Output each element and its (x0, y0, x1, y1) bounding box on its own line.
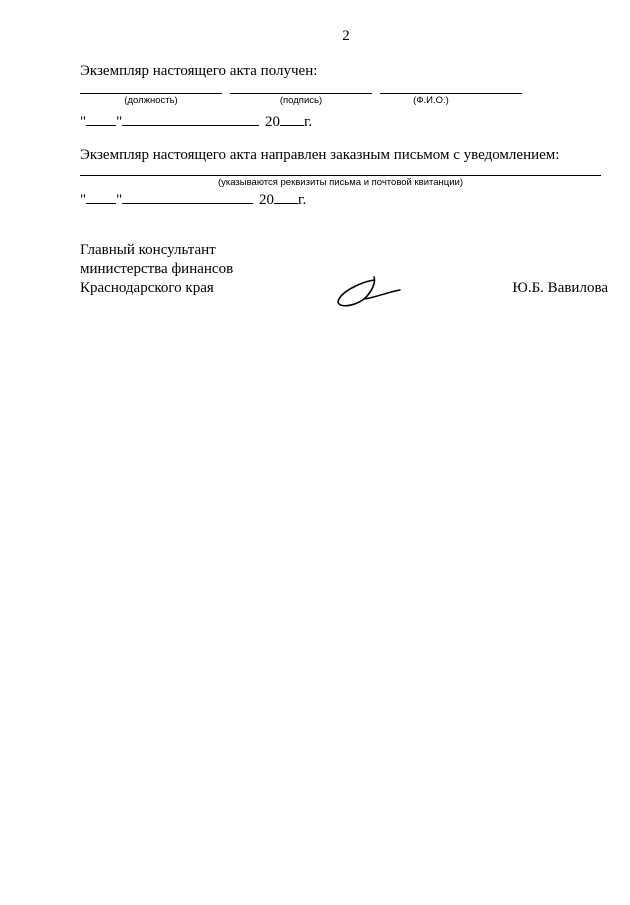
signature-line (230, 93, 372, 94)
letter-details-label: (указываются реквизиты письма и почтовой квитанции) (217, 177, 464, 188)
month-blank (122, 189, 253, 204)
sent-heading: Экземпляр настоящего акта направлен заказным письмом с уведомлением: (80, 147, 560, 163)
date-quote-open: " (80, 114, 87, 130)
sent-date-row (80, 189, 306, 209)
year-suffix: г. (304, 114, 313, 130)
year-blank (274, 189, 298, 204)
page-number: 2 (342, 28, 350, 44)
date-quote-close: " (116, 192, 123, 208)
day-blank (86, 189, 116, 204)
position-label: (должность) (124, 95, 178, 106)
date-quote-close: " (116, 114, 123, 130)
signatory-title-line1: Главный консультант (80, 242, 216, 258)
date-quote-open: " (80, 192, 87, 208)
year-prefix: 20 (265, 114, 280, 130)
year-prefix: 20 (259, 192, 274, 208)
received-heading: Экземпляр настоящего акта получен: (80, 63, 318, 79)
handwritten-signature (330, 268, 410, 316)
day-blank (86, 111, 116, 126)
year-blank (280, 111, 304, 126)
month-blank (122, 111, 259, 126)
received-date-row (80, 111, 312, 131)
year-suffix: г. (298, 192, 307, 208)
signatory-title-line3: Краснодарского края (80, 280, 214, 296)
signatory-name: Ю.Б. Вавилова (512, 280, 608, 296)
signatory-title-line2: министерства финансов (80, 261, 234, 277)
position-line (80, 93, 222, 94)
full-name-line (380, 93, 522, 94)
full-name-label: (Ф.И.О.) (413, 95, 449, 106)
signature-label: (подпись) (279, 95, 323, 106)
letter-details-line (80, 175, 601, 176)
